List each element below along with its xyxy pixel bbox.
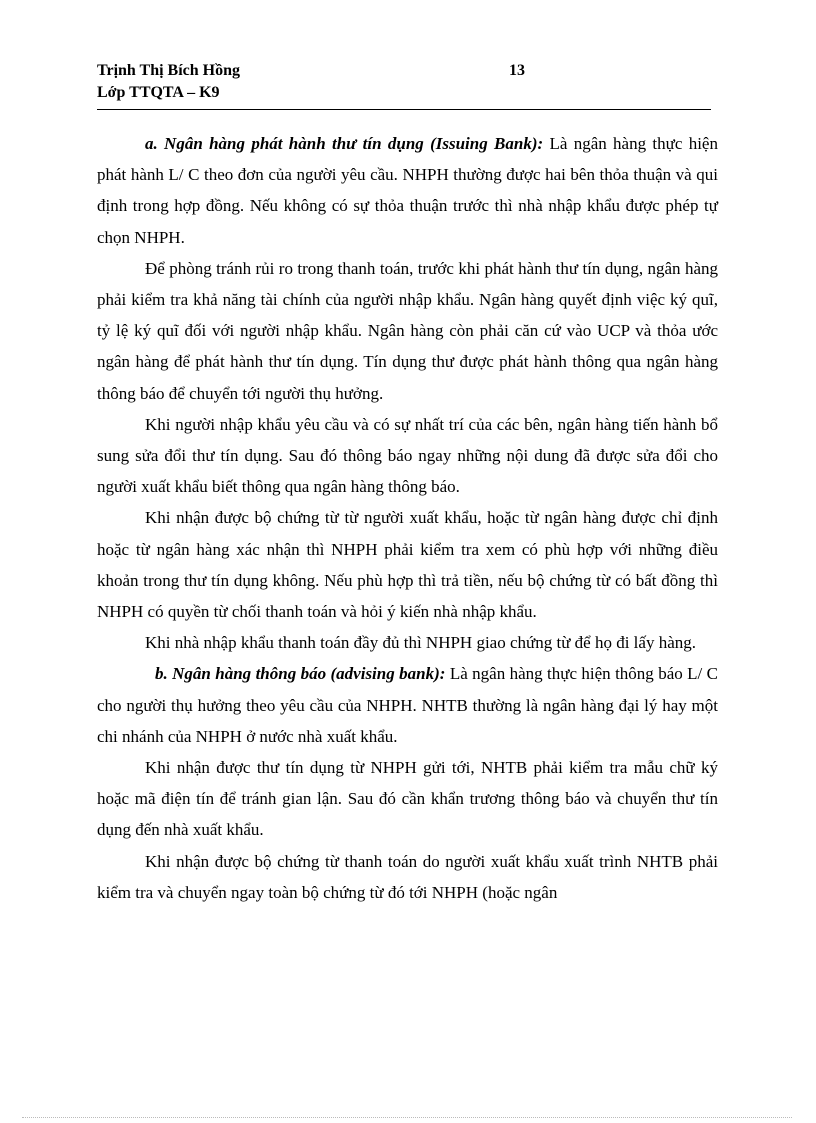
section-b-heading: b. Ngân hàng thông báo (advising bank): (155, 664, 446, 684)
section-b-lead-text: Là ngân hàng thực hiện thông báo L/ C cho người thụ hưởng theo yêu cầu của NHPH. NHTB thường là ngân hàng đại lý hay một chi nhánh của NHPH ở nước nhà xuất khẩu. (97, 664, 718, 746)
header-rule (97, 109, 711, 110)
paragraph: Để phòng tránh rủi ro trong thanh toán, trước khi phát hành thư tín dụng, ngân hàng phải kiểm tra khả năng tài chính của người nhập khẩu. Ngân hàng quyết định việc ký quĩ, tỷ lệ ký quĩ đối với người nhập khẩu. Ngân hàng còn phải căn cứ vào UCP và thỏa ước ngân hàng để phát hành thư tín dụng. Tín dụng thư được phát hành thông qua ngân hàng thông báo để chuyển tới người thụ hưởng. (97, 258, 718, 403)
section-a-lead-paragraph (97, 128, 718, 253)
page-border-dotted (22, 1117, 792, 1118)
paragraph: Khi nhà nhập khẩu thanh toán đầy đủ thì NHPH giao chứng từ để họ đi lấy hàng. (145, 633, 696, 653)
page-header (97, 60, 711, 104)
class-name: Lớp TTQTA – K9 (97, 84, 220, 101)
section-a-heading: a. Ngân hàng phát hành thư tín dụng (Issuing Bank): (145, 134, 544, 153)
section-b-lead-paragraph (97, 658, 718, 752)
page-number: 13 (509, 62, 525, 79)
paragraph: Khi nhận được thư tín dụng từ NHPH gửi tới, NHTB phải kiểm tra mẫu chữ ký hoặc mã điện tín để tránh gian lận. Sau đó cần khẩn trương thông báo và chuyển thư tín dụng đến nhà xuất khẩu. (97, 758, 718, 840)
paragraph: Khi nhận được bộ chứng từ thanh toán do người xuất khẩu xuất trình NHTB phải kiểm tra và chuyển ngay toàn bộ chứng từ đó tới NHPH (hoặc ngân (97, 851, 718, 902)
author-name: Trịnh Thị Bích Hồng (97, 62, 241, 79)
section-a-lead-text: Là ngân hàng thực hiện phát hành L/ C theo đơn của người yêu cầu. NHPH thường được hai bên thỏa thuận và qui định trong hợp đồng. Nếu không có sự thỏa thuận trước thì nhà nhập khẩu được phép tự chọn NHPH. (97, 134, 718, 247)
paragraph: Khi nhận được bộ chứng từ từ người xuất khẩu, hoặc từ ngân hàng được chỉ định hoặc từ ngân hàng xác nhận thì NHPH phải kiểm tra xem có phù hợp với những điều khoản trong thư tín dụng không. Nếu phù hợp thì trả tiền, nếu bộ chứng từ có bất đồng thì NHPH có quyền từ chối thanh toán và hỏi ý kiến nhà nhập khẩu. (97, 508, 718, 622)
document-body (97, 128, 718, 908)
paragraph: Khi người nhập khẩu yêu cầu và có sự nhất trí của các bên, ngân hàng tiến hành bổ sung sửa đổi thư tín dụng. Sau đó thông báo ngay những nội dung đã được sửa đổi cho người xuất khẩu biết thông qua ngân hàng thông báo. (97, 414, 718, 497)
